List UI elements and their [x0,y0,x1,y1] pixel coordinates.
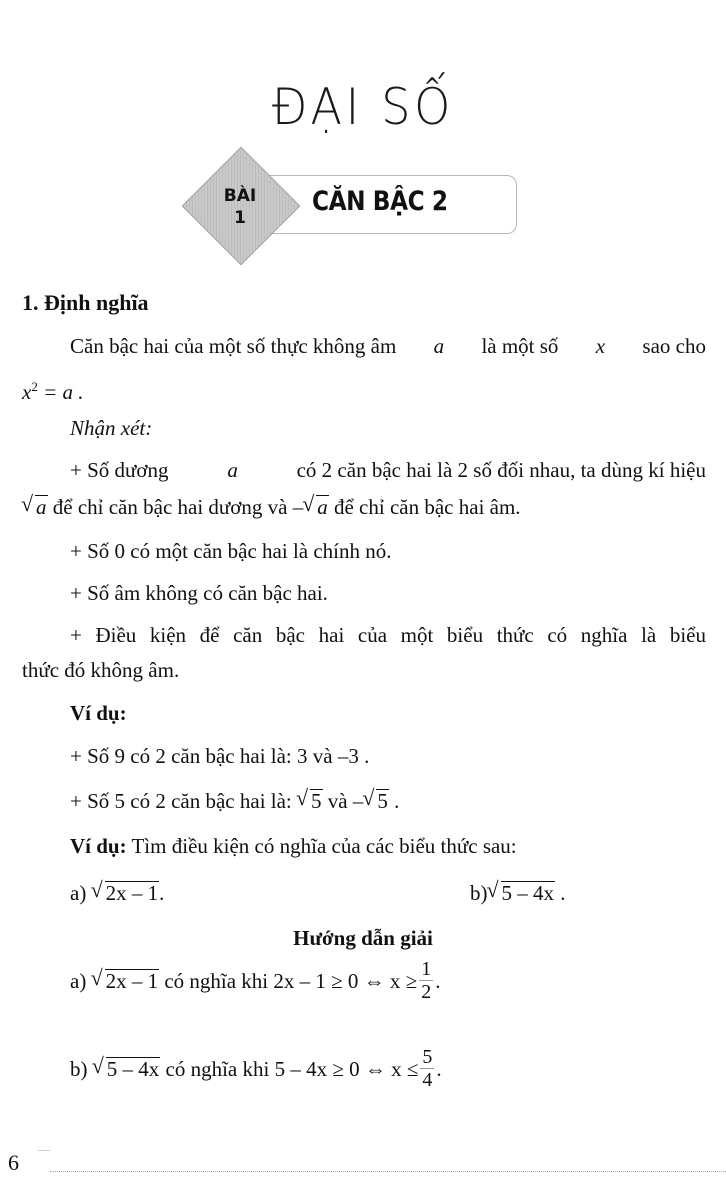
remark-4-line2: thức đó không âm. [22,658,180,682]
var-a: a [433,334,445,358]
exercise-prompt: Ví dụ: Tìm điều kiện có nghĩa của các biểu thức sau: [70,834,517,858]
remark-2: + Số 0 có một căn bậc hai là chính nó. [70,539,392,563]
remark-label: Nhận xét: [70,416,153,440]
lesson-title: CĂN BẬC 2 [312,186,448,217]
solution-a: a) √ 2x – 1 có nghĩa khi 2x – 1 ≥ 0 ⇔ x ≥ $\frac{1}{2}$ . [70,958,440,1003]
definition-line1 [70,333,706,359]
page-number: 6 [8,1150,19,1175]
fraction: $\frac{5}{4}$ [422,1046,433,1091]
sqrt-expression: √ a [303,494,329,520]
remark-1-line2: √ a để chỉ căn bậc hai dương và – √ a để chỉ căn bậc hai âm. [22,494,521,520]
definition-mid: là một số [481,334,559,358]
chapter-title: ĐẠI SỐ [272,78,454,136]
definition-equation: $x^2 = a$ . [22,379,84,404]
lesson-badge [200,185,280,229]
var-x: x [595,334,606,358]
sqrt-expression: √ 5 [297,788,323,814]
footer-rule [50,1171,726,1172]
solution-b: b) √ 5 – 4x có nghĩa khi 5 – 4x ≥ 0 ⇔ x ≤ $\frac{5}{4}$ . [70,1046,442,1091]
remark-3: + Số âm không có căn bậc hai. [70,581,328,605]
sqrt-expression: √ 2x – 1 [92,880,160,906]
sqrt-expression: √ 5 – 4x [93,1056,161,1082]
solution-heading: Hướng dẫn giải [293,926,433,950]
example-label: Ví dụ: [70,701,127,725]
example-1: + Số 9 có 2 căn bậc hai là: 3 và –3 . [70,744,370,768]
remark-1-line1: + Số dương a có 2 căn bậc hai là 2 số đối nhau, ta dùng kí hiệu [70,458,706,482]
example-2: + Số 5 có 2 căn bậc hai là: √ 5 và – √ 5 . [70,788,399,814]
sqrt-expression: √ 5 – 4x [488,880,556,906]
lesson-badge-label: BÀI [223,186,257,206]
remark-4-line1: + Điều kiện để căn bậc hai của một biểu thức có nghĩa là biểu [70,623,706,647]
section-heading: 1. Định nghĩa [22,290,149,315]
sqrt-expression: √ 5 [363,788,389,814]
definition-end: sao cho [642,334,706,358]
lesson-badge-number: 1 [234,208,246,228]
footer-tick [38,1150,50,1151]
sqrt-expression: √ a [22,494,48,520]
sqrt-expression: √ 2x – 1 [92,968,160,994]
exercise-b: b) √ 5 – 4x . [470,880,566,906]
exercise-a: a) √ 2x – 1. [70,880,164,906]
fraction: $\frac{1}{2}$ [421,958,432,1003]
definition-text: Căn bậc hai của một số thực không âm [70,334,397,358]
